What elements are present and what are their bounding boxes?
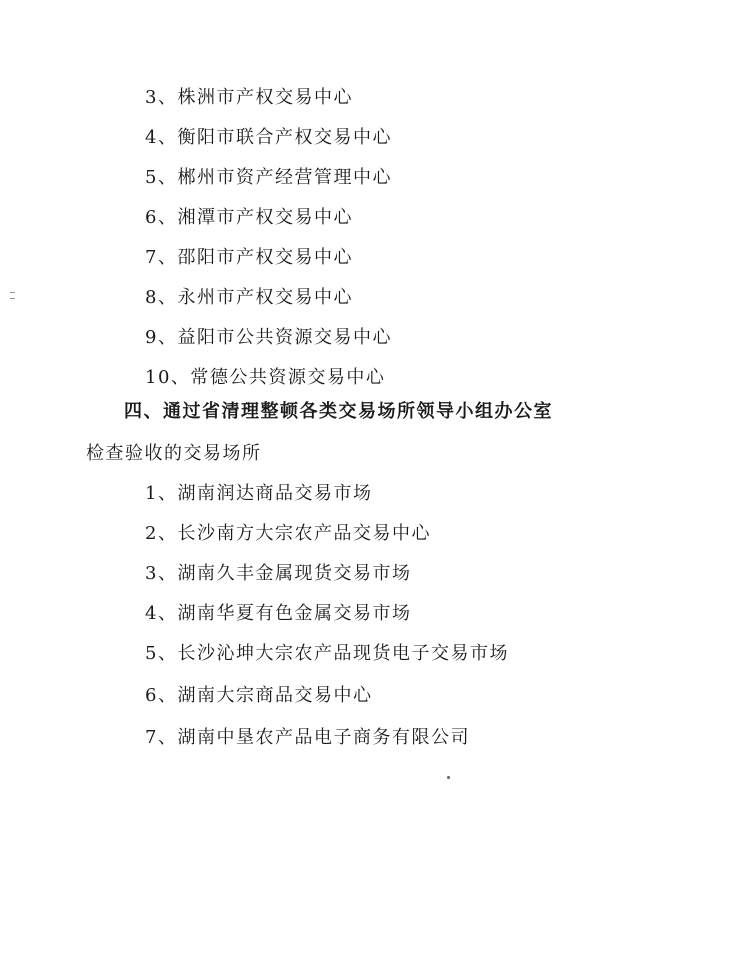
list-item: 1、湖南润达商品交易市场	[145, 483, 373, 504]
list-item: 4、衡阳市联合产权交易中心	[145, 127, 392, 148]
list-item: 3、株洲市产权交易中心	[145, 87, 353, 108]
scan-speck	[447, 776, 450, 779]
list-item: 6、湘潭市产权交易中心	[145, 207, 353, 228]
list-item: 7、邵阳市产权交易中心	[145, 247, 353, 268]
list-item: 3、湖南久丰金属现货交易市场	[145, 563, 412, 584]
list-item: 8、永州市产权交易中心	[145, 287, 353, 308]
list-item: 5、郴州市资产经营管理中心	[145, 167, 392, 188]
section-heading-line-1: 四、通过省清理整顿各类交易场所领导小组办公室	[124, 401, 553, 422]
list-item: 5、长沙沁坤大宗农产品现货电子交易市场	[145, 643, 509, 664]
list-item: 7、湖南中垦农产品电子商务有限公司	[145, 727, 470, 748]
list-item: 4、湖南华夏有色金属交易市场	[145, 603, 412, 624]
list-item: 2、长沙南方大宗农产品交易中心	[145, 523, 431, 544]
section-heading	[0, 398, 735, 468]
scan-edge-mark	[10, 298, 15, 299]
scan-edge-mark	[10, 292, 15, 293]
list-item: 9、益阳市公共资源交易中心	[145, 327, 392, 348]
exchange-center-list	[145, 84, 392, 404]
list-item: 6、湖南大宗商品交易中心	[145, 685, 373, 706]
section-heading-line-2: 检查验收的交易场所	[86, 443, 262, 464]
list-item: 10、常德公共资源交易中心	[145, 367, 386, 388]
inspected-trading-venue-list	[145, 480, 509, 764]
